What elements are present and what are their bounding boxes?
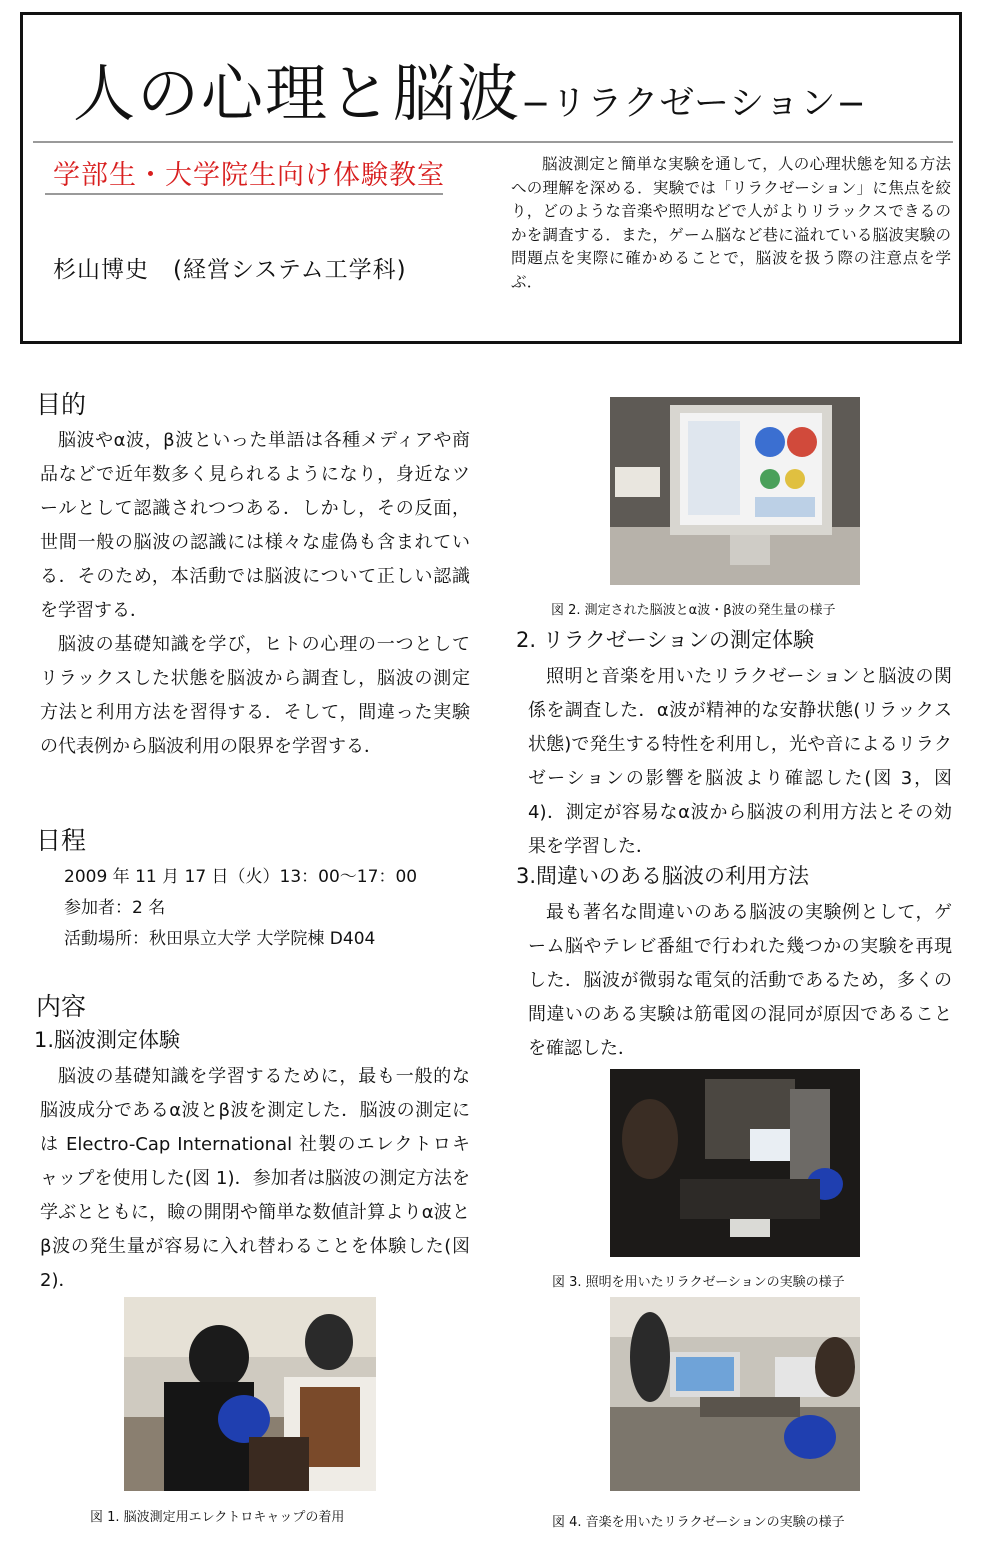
header-box bbox=[20, 12, 962, 344]
subtitle: 学部生・大学院生向け体験教室 bbox=[53, 160, 445, 191]
section-1-paragraph: 脳波の基礎知識を学習するために，最も一般的な脳波成分であるα波とβ波を測定した．脳波の測定には Electro-Cap International 社製のエレクトロキャップを使用した(図 1)．参加者は脳波の測定方法を学ぶとともに，瞼の開閉や簡単な数値計算よりα波とβ波の発生量が容易に入れ替わることを体験した(図 2)． bbox=[40, 1066, 470, 1291]
schedule-place: 活動場所：秋田県立大学 大学院棟 D404 bbox=[64, 929, 376, 949]
purpose-paragraph-2: 脳波の基礎知識を学び，ヒトの心理の一つとしてリラックスした状態を脳波から調査し，脳波の測定方法と利用方法を習得する．そして，間違った実験の代表例から脳波利用の限界を学習する． bbox=[40, 634, 470, 757]
purpose-text bbox=[40, 424, 470, 764]
section-3-title: 3.間違いのある脳波の利用方法 bbox=[516, 864, 810, 888]
purpose-paragraph-1: 脳波やα波，β波といった単語は各種メディアや商品などで近年数多く見られるようになり，身近なツールとして認識されつつある．しかし，その反面，世間一般の脳波の認識には様々な虚偽も含まれている．そのため，本活動では脳波について正しい認識を学習する． bbox=[40, 430, 470, 621]
figure-1-photo bbox=[124, 1297, 376, 1491]
figure-1-caption: 図 1. 脳波測定用エレクトロキャップの着用 bbox=[90, 1510, 345, 1525]
schedule-heading: 日程 bbox=[36, 826, 87, 855]
content-heading: 内容 bbox=[36, 992, 87, 1021]
section-3-text bbox=[528, 896, 952, 1066]
figure-4-photo bbox=[610, 1297, 860, 1491]
schedule-details bbox=[64, 862, 417, 955]
figure-3-photo bbox=[610, 1069, 860, 1257]
figure-2-photo bbox=[610, 397, 860, 585]
author: 杉山博史 (経営システム工学科) bbox=[53, 257, 407, 283]
section-2-paragraph: 照明と音楽を用いたリラクゼーションと脳波の関係を調査した．α波が精神的な安静状態(リラックス状態)で発生する特性を利用し，光や音によるリラクゼーションの影響を脳波より確認した(図 3，図 4)．測定が容易なα波から脳波の利用方法とその効果を学習した． bbox=[528, 666, 952, 857]
page-title bbox=[73, 57, 867, 130]
section-1-text bbox=[40, 1060, 470, 1298]
purpose-heading: 目的 bbox=[36, 390, 87, 419]
section-2-text bbox=[528, 660, 952, 864]
schedule-date: 2009 年 11 月 17 日（火）13：00〜17：00 bbox=[64, 867, 418, 887]
title-main: 人の心理と脳波 bbox=[73, 57, 522, 130]
section-2-title: 2. リラクゼーションの測定体験 bbox=[516, 628, 815, 652]
figure-4-caption: 図 4. 音楽を用いたリラクゼーションの実験の様子 bbox=[552, 1515, 845, 1530]
section-1-title: 1.脳波測定体験 bbox=[34, 1028, 181, 1052]
schedule-participants: 参加者：2 名 bbox=[64, 898, 166, 918]
section-3-paragraph: 最も著名な間違いのある脳波の実験例として，ゲーム脳やテレビ番組で行われた幾つかの実験を再現した．脳波が微弱な電気的活動であるため，多くの間違いのある実験は筋電図の混同が原因であることを確認した． bbox=[528, 902, 952, 1059]
title-sub: −リラクゼーション− bbox=[521, 84, 867, 124]
summary: 脳波測定と簡単な実験を通して，人の心理状態を知る方法への理解を深める．実験では「リラクゼーション」に焦点を絞り，どのような音楽や照明などで人がよりリラックスできるのかを調査する．また，ゲーム脳など巷に溢れている脳波実験の問題点を実際に確かめることで，脳波を扱う際の注意点を学ぶ． bbox=[511, 155, 951, 291]
title-divider bbox=[33, 141, 953, 143]
figure-3-caption: 図 3. 照明を用いたリラクゼーションの実験の様子 bbox=[552, 1275, 845, 1290]
figure-2-caption: 図 2. 測定された脳波とα波・β波の発生量の様子 bbox=[551, 603, 836, 618]
subtitle-divider bbox=[45, 193, 443, 195]
